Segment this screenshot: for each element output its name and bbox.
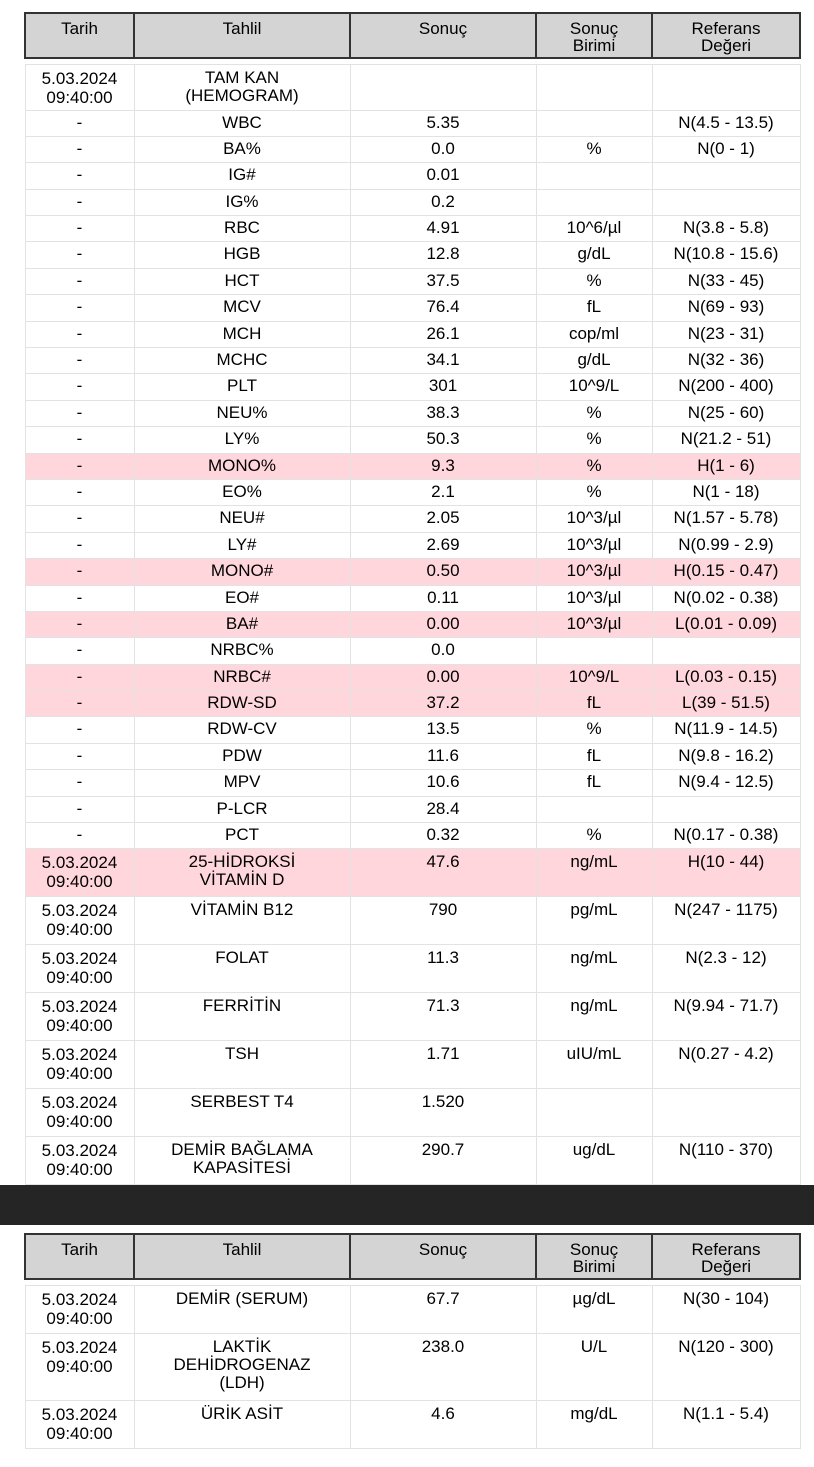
row-test-name: HGB [134,242,350,268]
row-unit: mg/dL [536,1400,652,1448]
row-date: - [25,479,134,505]
row-unit: % [536,427,652,453]
table-row [25,427,800,453]
header-birim-line1: Sonuç [569,1240,619,1259]
header-referans [652,13,800,58]
row-test-name: NEU# [134,506,350,532]
row-date [25,993,134,1041]
header-tahlil: Tahlil [134,13,350,58]
row-reference: N(30 - 104) [652,1285,800,1333]
row-unit: % [536,479,652,505]
lab-results-table [24,12,801,1185]
header-ref-line2: Değeri [700,36,752,55]
row-reference: N(1.1 - 5.4) [652,1400,800,1448]
row-date-line1: 5.03.2024 [41,1045,118,1065]
page-separator-band [0,1185,814,1225]
row-result: 301 [350,374,536,400]
row-unit [536,189,652,215]
row-test-name: RBC [134,216,350,242]
row-reference: L(39 - 51.5) [652,691,800,717]
row-unit [536,110,652,136]
row-unit: % [536,268,652,294]
row-test-name: MPV [134,770,350,796]
row-test-name-line1: 25-HİDROKSİ [188,852,296,872]
row-test-name [134,1041,350,1089]
row-result: 12.8 [350,242,536,268]
row-unit: ng/mL [536,945,652,993]
table-row [25,189,800,215]
row-reference: N(1.57 - 5.78) [652,506,800,532]
table-row [25,374,800,400]
table-row [25,242,800,268]
table-row [25,110,800,136]
table-row [25,1285,800,1333]
row-date: - [25,453,134,479]
header-sonuc: Sonuç [350,1234,536,1279]
table-row [25,1137,800,1185]
header-ref-line1: Referans [691,19,761,38]
row-test-name: RDW-CV [134,717,350,743]
row-result: 37.2 [350,691,536,717]
row-date-line1: 5.03.2024 [41,1141,118,1161]
row-date-line2: 09:40:00 [46,1308,113,1328]
row-unit: fL [536,743,652,769]
row-test-name: LY% [134,427,350,453]
header-tarih: Tarih [25,13,134,58]
row-date [25,1285,134,1333]
row-test-name: HCT [134,268,350,294]
row-date: - [25,532,134,558]
row-reference: N(120 - 300) [652,1333,800,1400]
row-test-name: PCT [134,823,350,849]
header-tarih: Tarih [25,1234,134,1279]
row-reference: H(0.15 - 0.47) [652,559,800,585]
row-reference: N(0 - 1) [652,136,800,162]
row-test-name: EO# [134,585,350,611]
row-result: 1.520 [350,1089,536,1137]
row-result: 4.91 [350,216,536,242]
row-date-line2: 09:40:00 [46,920,113,940]
header-ref-line1: Referans [691,1240,761,1259]
row-reference: N(110 - 370) [652,1137,800,1185]
row-unit: pg/mL [536,897,652,945]
row-reference: N(23 - 31) [652,321,800,347]
row-test-name: PLT [134,374,350,400]
row-date-line1: 5.03.2024 [41,1289,118,1309]
row-unit: ug/dL [536,1137,652,1185]
row-reference: N(10.8 - 15.6) [652,242,800,268]
row-unit: g/dL [536,348,652,374]
row-date: - [25,268,134,294]
row-result: 0.50 [350,559,536,585]
row-date: - [25,691,134,717]
group-name-line2: (HEMOGRAM) [185,85,299,105]
row-result: 67.7 [350,1285,536,1333]
row-result: 50.3 [350,427,536,453]
row-date [25,945,134,993]
group-name-line1: TAM KAN [204,67,280,87]
header-birim-line2: Birimi [572,1257,616,1276]
group-ref-cell [652,64,800,110]
row-reference: N(0.27 - 4.2) [652,1041,800,1089]
row-date: - [25,216,134,242]
row-date: - [25,321,134,347]
header-birim-line1: Sonuç [569,19,619,38]
table-row [25,479,800,505]
row-date-line2: 09:40:00 [46,1160,113,1180]
table-row [25,1333,800,1400]
group-name-cell [134,64,350,110]
table-row [25,453,800,479]
row-test-name-line1: LAKTİK [212,1336,272,1356]
row-unit: 10^3/µl [536,506,652,532]
row-reference: N(9.4 - 12.5) [652,770,800,796]
row-date-line2: 09:40:00 [46,1016,113,1036]
row-result: 790 [350,897,536,945]
row-result: 26.1 [350,321,536,347]
row-test-name: MCH [134,321,350,347]
row-reference: H(1 - 6) [652,453,800,479]
row-date: - [25,374,134,400]
row-test-name: NEU% [134,400,350,426]
row-reference [652,189,800,215]
row-test-name: WBC [134,110,350,136]
row-reference: N(9.8 - 16.2) [652,743,800,769]
row-result: 38.3 [350,400,536,426]
table-row [25,1041,800,1089]
row-unit [536,796,652,822]
header-birim [536,13,652,58]
row-test-name: LY# [134,532,350,558]
table-row [25,993,800,1041]
group-unit-cell [536,64,652,110]
row-date: - [25,638,134,664]
header-birim-line2: Birimi [572,36,616,55]
row-date: - [25,400,134,426]
row-test-name-line3: (LDH) [219,1372,265,1392]
table-row [25,506,800,532]
table-header-row [25,13,800,58]
row-result: 71.3 [350,993,536,1041]
row-unit: % [536,823,652,849]
group-time: 09:40:00 [46,87,113,107]
row-date-line1: 5.03.2024 [41,1404,118,1424]
row-test-name [134,993,350,1041]
row-unit: fL [536,770,652,796]
row-reference: L(0.03 - 0.15) [652,664,800,690]
row-result: 76.4 [350,295,536,321]
table-row [25,400,800,426]
lab-results-table-continued [24,1233,801,1449]
row-test-name: IG# [134,163,350,189]
row-date: - [25,295,134,321]
row-date [25,849,134,897]
header-referans [652,1234,800,1279]
row-date: - [25,796,134,822]
row-date-line2: 09:40:00 [46,872,113,892]
row-reference: N(200 - 400) [652,374,800,400]
table-row [25,348,800,374]
row-test-name-line1: ÜRİK ASİT [200,1403,284,1423]
row-test-name: NRBC# [134,664,350,690]
row-test-name: BA% [134,136,350,162]
row-reference: N(9.94 - 71.7) [652,993,800,1041]
table-row [25,770,800,796]
table-row [25,163,800,189]
row-test-name [134,897,350,945]
row-unit: 10^9/L [536,374,652,400]
row-unit: fL [536,691,652,717]
row-date: - [25,770,134,796]
row-unit: g/dL [536,242,652,268]
row-result: 34.1 [350,348,536,374]
row-date: - [25,664,134,690]
row-result: 5.35 [350,110,536,136]
row-result: 0.00 [350,611,536,637]
row-unit: ng/mL [536,993,652,1041]
row-date-line2: 09:40:00 [46,1423,113,1443]
row-reference [652,796,800,822]
row-result: 11.3 [350,945,536,993]
table-row [25,897,800,945]
row-test-name-line2: DEHİDROGENAZ [173,1354,311,1374]
row-unit: µg/dL [536,1285,652,1333]
row-date-line2: 09:40:00 [46,968,113,988]
table-row [25,1089,800,1137]
table-row [25,585,800,611]
row-unit: 10^3/µl [536,559,652,585]
row-result: 0.11 [350,585,536,611]
row-unit: 10^3/µl [536,585,652,611]
row-unit: fL [536,295,652,321]
row-unit: cop/ml [536,321,652,347]
row-date: - [25,611,134,637]
row-test-name-line1: DEMİR BAĞLAMA [171,1140,313,1160]
row-reference: N(1 - 18) [652,479,800,505]
row-result: 10.6 [350,770,536,796]
row-reference: N(32 - 36) [652,348,800,374]
row-date-line1: 5.03.2024 [41,1337,118,1357]
row-result: 0.01 [350,163,536,189]
hemogram-group-row [25,64,800,110]
row-date [25,1400,134,1448]
row-date-line2: 09:40:00 [46,1112,113,1132]
row-reference: N(3.8 - 5.8) [652,216,800,242]
row-reference [652,1089,800,1137]
row-test-name [134,1137,350,1185]
table-row [25,532,800,558]
row-result: 1.71 [350,1041,536,1089]
table-row [25,849,800,897]
row-date-line1: 5.03.2024 [41,853,118,873]
row-test-name [134,1400,350,1448]
header-ref-line2: Değeri [700,1257,752,1276]
row-unit: ng/mL [536,849,652,897]
row-test-name: P-LCR [134,796,350,822]
table-header-row [25,1234,800,1279]
row-test-name: NRBC% [134,638,350,664]
row-date-line1: 5.03.2024 [41,901,118,921]
table-row [25,796,800,822]
row-test-name [134,1285,350,1333]
row-test-name-line1: VİTAMİN B12 [190,900,294,920]
row-unit [536,1089,652,1137]
row-test-name-line1: TSH [225,1044,259,1064]
row-reference: N(4.5 - 13.5) [652,110,800,136]
row-test-name-line1: FOLAT [215,948,269,968]
row-reference: H(10 - 44) [652,849,800,897]
row-result: 0.2 [350,189,536,215]
row-result: 0.0 [350,136,536,162]
row-date: - [25,189,134,215]
table-row [25,321,800,347]
row-test-name: PDW [134,743,350,769]
row-test-name-line1: FERRİTİN [202,996,282,1016]
row-result: 2.1 [350,479,536,505]
group-date: 5.03.2024 [41,68,118,88]
row-test-name: RDW-SD [134,691,350,717]
row-unit: 10^9/L [536,664,652,690]
row-test-name: IG% [134,189,350,215]
row-date-line1: 5.03.2024 [41,1093,118,1113]
row-unit: uIU/mL [536,1041,652,1089]
row-test-name: MONO% [134,453,350,479]
row-result: 0.0 [350,638,536,664]
table-row [25,664,800,690]
row-date: - [25,823,134,849]
row-result: 4.6 [350,1400,536,1448]
row-reference: L(0.01 - 0.09) [652,611,800,637]
row-reference: N(11.9 - 14.5) [652,717,800,743]
table-row [25,611,800,637]
row-result: 28.4 [350,796,536,822]
row-date-line1: 5.03.2024 [41,949,118,969]
row-date: - [25,585,134,611]
row-result: 2.69 [350,532,536,558]
row-result: 238.0 [350,1333,536,1400]
row-test-name: MCV [134,295,350,321]
row-date: - [25,242,134,268]
group-result-cell [350,64,536,110]
row-test-name-line2: VİTAMİN D [199,870,285,890]
row-test-name: MONO# [134,559,350,585]
row-reference: N(247 - 1175) [652,897,800,945]
table-row [25,717,800,743]
header-birim [536,1234,652,1279]
row-reference: N(0.17 - 0.38) [652,823,800,849]
row-unit [536,638,652,664]
row-result: 0.00 [350,664,536,690]
row-unit: % [536,400,652,426]
row-test-name-line2: KAPASİTESİ [193,1158,291,1178]
row-unit: % [536,453,652,479]
row-test-name-line1: SERBEST T4 [190,1092,294,1112]
row-date: - [25,506,134,532]
table-row [25,638,800,664]
row-date: - [25,743,134,769]
row-test-name [134,945,350,993]
row-reference: N(21.2 - 51) [652,427,800,453]
table-row [25,743,800,769]
table-row [25,268,800,294]
table-row [25,216,800,242]
row-test-name: BA# [134,611,350,637]
row-date: - [25,163,134,189]
table-row [25,295,800,321]
table-row [25,945,800,993]
row-result: 11.6 [350,743,536,769]
row-date: - [25,110,134,136]
row-reference: N(2.3 - 12) [652,945,800,993]
row-unit [536,163,652,189]
row-result: 290.7 [350,1137,536,1185]
row-reference: N(69 - 93) [652,295,800,321]
row-result: 0.32 [350,823,536,849]
row-test-name: MCHC [134,348,350,374]
row-test-name [134,849,350,897]
header-tahlil: Tahlil [134,1234,350,1279]
row-date: - [25,136,134,162]
row-date [25,1041,134,1089]
row-reference: N(0.99 - 2.9) [652,532,800,558]
row-date: - [25,427,134,453]
row-result: 9.3 [350,453,536,479]
row-result: 37.5 [350,268,536,294]
row-reference: N(0.02 - 0.38) [652,585,800,611]
row-unit: 10^3/µl [536,532,652,558]
row-unit: % [536,136,652,162]
table-row [25,1400,800,1448]
row-reference: N(33 - 45) [652,268,800,294]
header-sonuc: Sonuç [350,13,536,58]
row-date: - [25,348,134,374]
row-unit: % [536,717,652,743]
table-row [25,136,800,162]
table-row [25,691,800,717]
table-row [25,823,800,849]
row-unit: U/L [536,1333,652,1400]
row-date: - [25,717,134,743]
row-result: 47.6 [350,849,536,897]
group-date-cell [25,64,134,110]
row-date [25,897,134,945]
row-date-line1: 5.03.2024 [41,997,118,1017]
row-date [25,1089,134,1137]
row-reference: N(25 - 60) [652,400,800,426]
row-unit: 10^6/µl [536,216,652,242]
row-test-name [134,1089,350,1137]
table-row [25,559,800,585]
row-reference [652,638,800,664]
row-result: 2.05 [350,506,536,532]
row-date-line2: 09:40:00 [46,1356,113,1376]
row-result: 13.5 [350,717,536,743]
row-test-name: EO% [134,479,350,505]
row-unit: 10^3/µl [536,611,652,637]
row-date-line2: 09:40:00 [46,1064,113,1084]
row-reference [652,163,800,189]
row-date: - [25,559,134,585]
row-date [25,1333,134,1400]
row-test-name [134,1333,350,1400]
row-date [25,1137,134,1185]
row-test-name-line1: DEMİR (SERUM) [175,1288,309,1308]
